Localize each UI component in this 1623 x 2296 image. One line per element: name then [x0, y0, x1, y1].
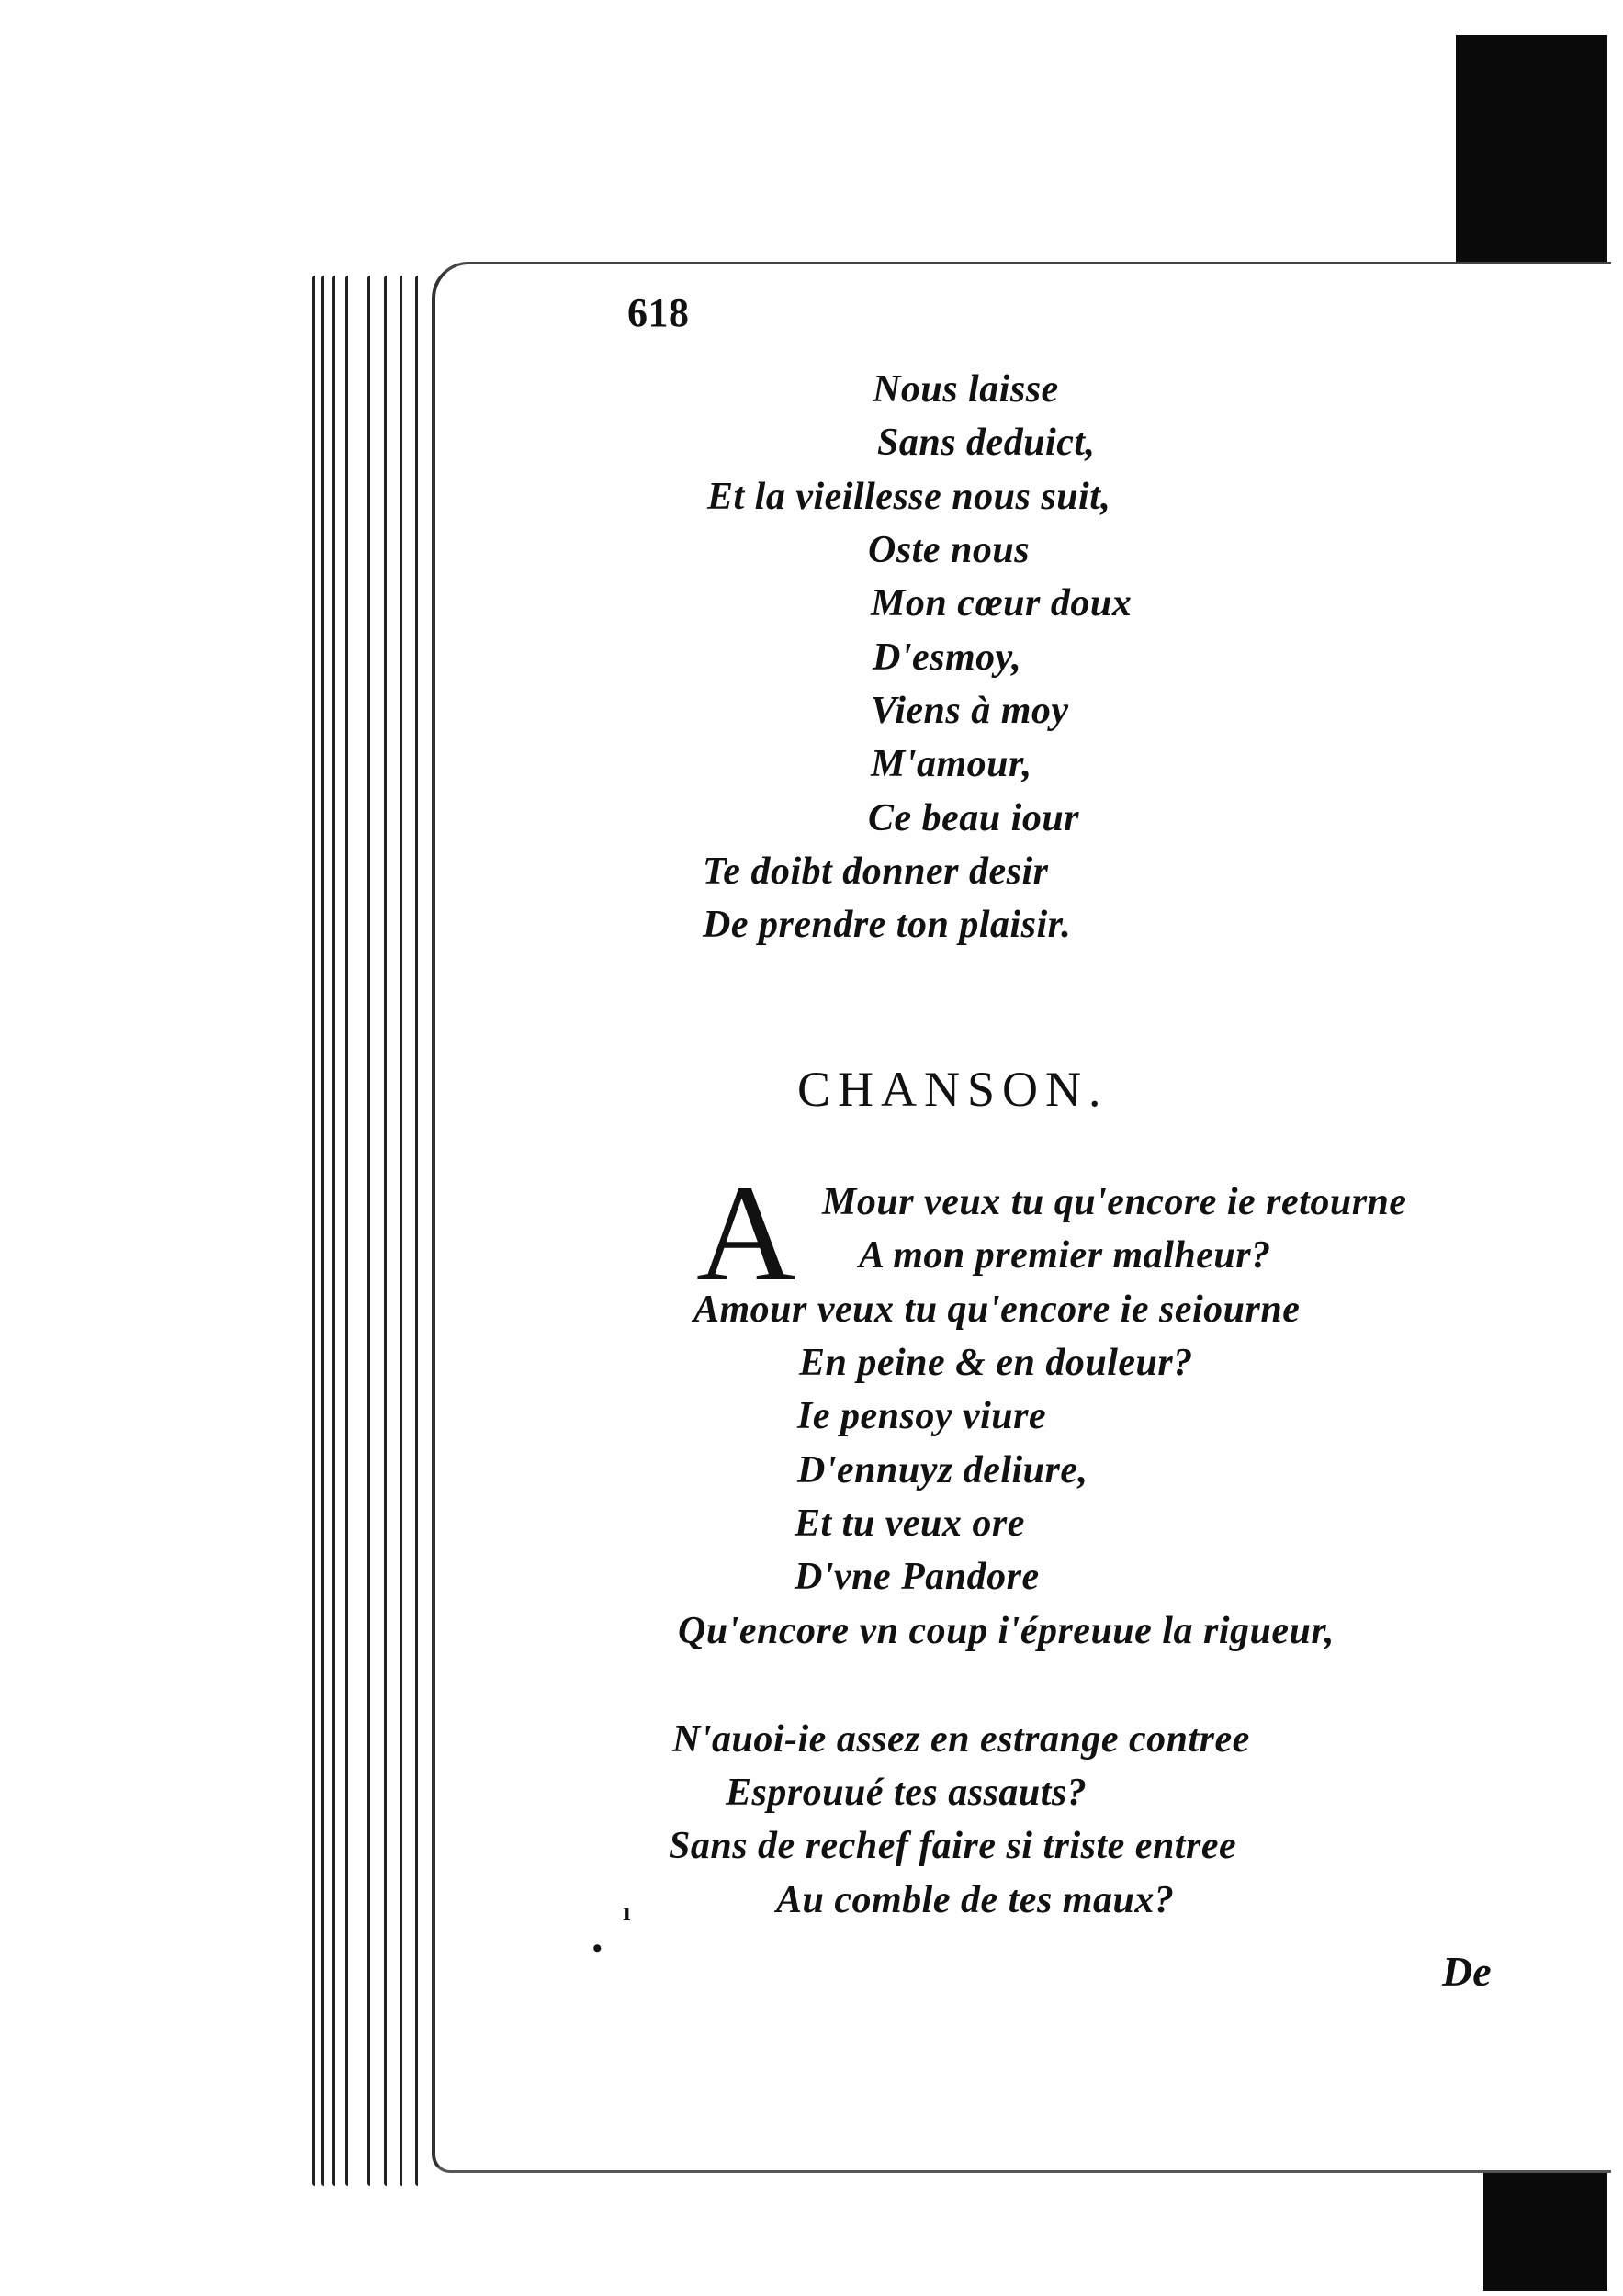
ink-mark: ı	[623, 1896, 631, 1927]
poem-line: De prendre ton plaisir.	[703, 904, 1072, 946]
chanson-line: A mon premier malheur?	[859, 1234, 1271, 1277]
chanson-line: N'auoi-ie assez en estrange contree	[672, 1718, 1250, 1761]
scanner-tab-top	[1456, 35, 1607, 264]
chanson-line: Au comble de tes maux?	[776, 1879, 1175, 1921]
ink-dot: •	[592, 1933, 603, 1964]
chanson-line: Esprouué tes assauts?	[726, 1772, 1088, 1814]
chanson-line: Ie pensoy viure	[797, 1395, 1047, 1437]
poem-line: Sans deduict,	[877, 422, 1096, 464]
chanson-line: Et tu veux ore	[795, 1503, 1025, 1545]
section-title: CHANSON.	[797, 1062, 1109, 1117]
chanson-line: Mour veux tu qu'encore ie retourne	[822, 1181, 1407, 1223]
poem-line: Viens à moy	[871, 690, 1069, 732]
poem-line: M'amour,	[871, 743, 1032, 785]
poem-line: Ce beau iour	[868, 797, 1080, 839]
chanson-line: Amour veux tu qu'encore ie seiourne	[693, 1289, 1301, 1331]
drop-cap: A	[696, 1157, 796, 1310]
chanson-line: D'ennuyz deliure,	[797, 1449, 1088, 1491]
chanson-line: Sans de rechef faire si triste entree	[669, 1825, 1237, 1867]
chanson-line: En peine & en douleur?	[799, 1342, 1193, 1384]
page-number: 618	[627, 290, 690, 335]
poem-line: Te doibt donner desir	[703, 850, 1049, 893]
chanson-line: Qu'encore vn coup i'épreuue la rigueur,	[678, 1610, 1335, 1652]
poem-line: Mon cœur doux	[871, 582, 1133, 625]
catchword: De	[1442, 1948, 1492, 1995]
poem-line: D'esmoy,	[873, 636, 1022, 679]
chanson-line: D'vne Pandore	[795, 1556, 1040, 1598]
poem-line: Et la vieillesse nous suit,	[707, 476, 1111, 518]
poem-line: Oste nous	[868, 529, 1031, 571]
poem-line: Nous laisse	[873, 368, 1059, 411]
